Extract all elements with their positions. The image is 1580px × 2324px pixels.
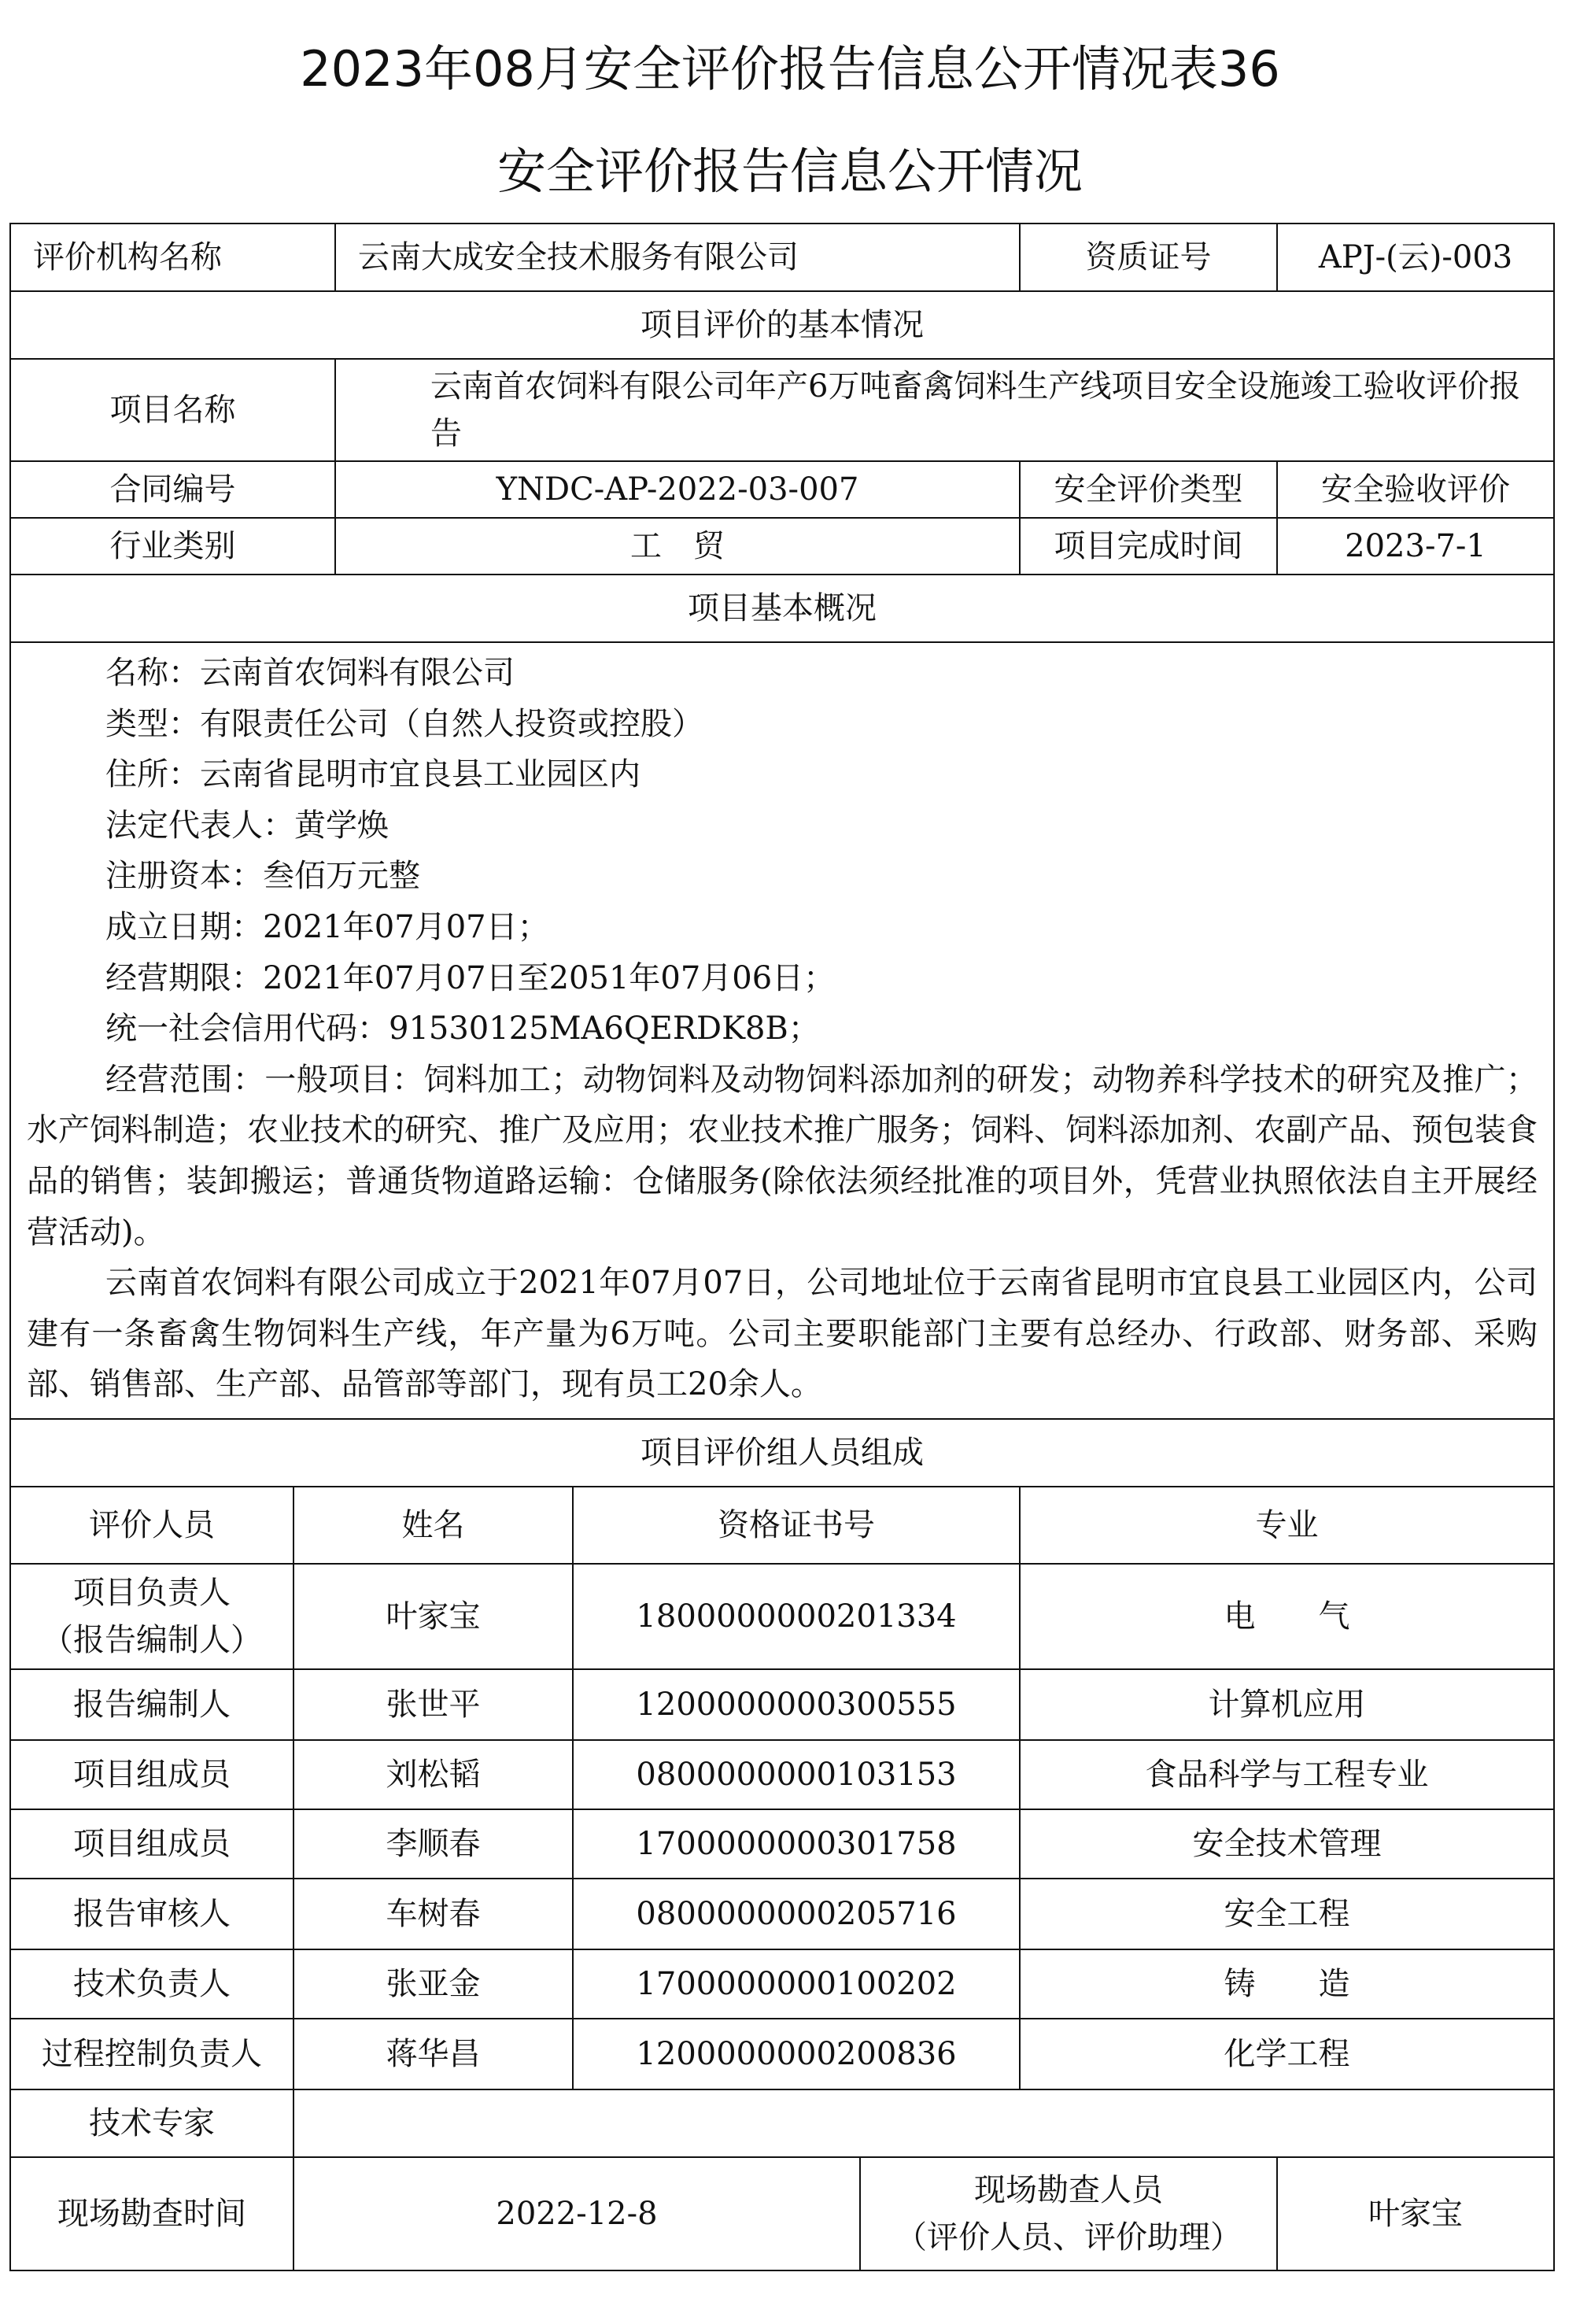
team-role-line: （报告编制人） <box>42 1621 262 1658</box>
team-name: 车树春 <box>293 1879 573 1949</box>
survey-time-label: 现场勘查时间 <box>10 2157 293 2270</box>
overview-body <box>10 642 1554 1419</box>
page-title: 2023年08月安全评价报告信息公开情况表36 <box>300 40 1280 98</box>
overview-section-title: 项目基本概况 <box>10 575 1554 642</box>
team-role-line: 项目负责人 <box>73 1574 231 1611</box>
team-header-row <box>10 1487 1554 1564</box>
overview-line: 成立日期：2021年07月07日； <box>105 908 549 945</box>
team-cert: 1200000000200836 <box>573 2019 1020 2089</box>
team-header-cert: 资格证书号 <box>573 1487 1020 1564</box>
table-row <box>10 1669 1554 1740</box>
project-name-text: 云南首农饲料有限公司年产6万吨畜禽饲料生产线项目安全设施竣工验收评价报告 <box>430 368 1521 452</box>
team-header-role: 评价人员 <box>10 1487 293 1564</box>
team-cert: 1800000000201334 <box>573 1564 1020 1669</box>
team-major: 安全工程 <box>1020 1879 1554 1949</box>
team-header-major: 专业 <box>1020 1487 1554 1564</box>
survey-staff-label-line: 现场勘查人员 <box>974 2171 1164 2208</box>
team-cert: 1200000000300555 <box>573 1669 1020 1740</box>
team-cert: 1700000000100202 <box>573 1949 1020 2019</box>
info-table <box>9 223 1555 2271</box>
team-role: 报告审核人 <box>10 1879 293 1949</box>
survey-staff-value: 叶家宝 <box>1277 2157 1554 2270</box>
team-major: 食品科学与工程专业 <box>1020 1740 1554 1809</box>
team-role: 项目组成员 <box>10 1740 293 1809</box>
team-role: 过程控制负责人 <box>10 2019 293 2089</box>
basic-section-title: 项目评价的基本情况 <box>10 291 1554 359</box>
table-row <box>10 1564 1554 1669</box>
expert-row <box>10 2089 1554 2157</box>
overview-line: 注册资本：叁佰万元整 <box>105 858 420 895</box>
team-role: 报告编制人 <box>10 1669 293 1740</box>
contract-value: YNDC-AP-2022-03-007 <box>335 461 1020 518</box>
team-name: 叶家宝 <box>293 1564 573 1669</box>
contract-label: 合同编号 <box>10 461 335 518</box>
industry-row <box>10 518 1554 575</box>
cert-label: 资质证号 <box>1020 224 1277 291</box>
team-name: 蒋华昌 <box>293 2019 573 2089</box>
eval-type-value: 安全验收评价 <box>1277 461 1554 518</box>
survey-staff-label-line: （评价人员、评价助理） <box>895 2219 1242 2256</box>
org-name-label: 评价机构名称 <box>10 224 335 291</box>
table-row <box>10 2019 1554 2089</box>
team-role: 项目组成员 <box>10 1809 293 1879</box>
overview-line: 名称：云南首农饲料有限公司 <box>105 655 515 691</box>
team-section-row <box>10 1419 1554 1487</box>
team-role <box>10 1564 293 1669</box>
project-name <box>335 359 1554 461</box>
team-major: 安全技术管理 <box>1020 1809 1554 1879</box>
project-name-label: 项目名称 <box>10 359 335 461</box>
overview-line: 经营期限：2021年07月07日至2051年07月06日； <box>105 959 836 996</box>
team-cert: 0800000000103153 <box>573 1740 1020 1809</box>
project-row <box>10 359 1554 461</box>
overview-line: 统一社会信用代码：91530125MA6QERDK8B； <box>105 1011 820 1047</box>
survey-row <box>10 2157 1554 2270</box>
overview-line: 经营范围：一般项目：饲料加工；动物饲料及动物饲料添加剂的研发；动物养科学技术的研究及推广；水产饲料制造；农业技术的研究、推广及应用；农业技术推广服务；饲料、饲料添加剂、农副产品、预包装食品的销售；装卸搬运；普通货物道路运输：仓储服务(除依法须经批准的项目外，凭营业执照依法自主开展经营活动)。 <box>27 1061 1538 1251</box>
table-row <box>10 1949 1554 2019</box>
page-subtitle: 安全评价报告信息公开情况 <box>497 142 1083 200</box>
overview-line: 类型：有限责任公司（自然人投资或控股） <box>105 705 703 742</box>
eval-type-label: 安全评价类型 <box>1020 461 1277 518</box>
team-major: 计算机应用 <box>1020 1669 1554 1740</box>
survey-time-value: 2022-12-8 <box>293 2157 860 2270</box>
basic-section-row <box>10 291 1554 359</box>
industry-value: 工 贸 <box>335 518 1020 575</box>
team-cert: 0800000000205716 <box>573 1879 1020 1949</box>
overview-row <box>10 642 1554 1419</box>
finish-label: 项目完成时间 <box>1020 518 1277 575</box>
cert-value: APJ-(云)-003 <box>1277 224 1554 291</box>
team-section-title: 项目评价组人员组成 <box>10 1419 1554 1487</box>
team-major: 化学工程 <box>1020 2019 1554 2089</box>
expert-label: 技术专家 <box>10 2089 293 2157</box>
team-name: 张亚金 <box>293 1949 573 2019</box>
overview-line: 法定代表人：黄学焕 <box>105 807 389 844</box>
contract-row <box>10 461 1554 518</box>
survey-staff-label <box>860 2157 1277 2270</box>
overview-line: 云南首农饲料有限公司成立于2021年07月07日，公司地址位于云南省昆明市宜良县工业园区内，公司建有一条畜禽生物饲料生产线，年产量为6万吨。公司主要职能部门主要有总经办、行政部、财务部、采购部、销售部、生产部、品管部等部门，现有员工20余人。 <box>27 1265 1538 1403</box>
table-row <box>10 1740 1554 1809</box>
team-header-name: 姓名 <box>293 1487 573 1564</box>
team-name: 刘松韬 <box>293 1740 573 1809</box>
table-row <box>10 1809 1554 1879</box>
industry-label: 行业类别 <box>10 518 335 575</box>
team-cert: 1700000000301758 <box>573 1809 1020 1879</box>
team-major: 电 气 <box>1020 1564 1554 1669</box>
team-major: 铸 造 <box>1020 1949 1554 2019</box>
team-name: 李顺春 <box>293 1809 573 1879</box>
overview-section-row <box>10 575 1554 642</box>
overview-line: 住所：云南省昆明市宜良县工业园区内 <box>105 756 640 793</box>
finish-value: 2023-7-1 <box>1277 518 1554 575</box>
team-name: 张世平 <box>293 1669 573 1740</box>
expert-value <box>293 2089 1554 2157</box>
team-role: 技术负责人 <box>10 1949 293 2019</box>
org-name: 云南大成安全技术服务有限公司 <box>335 224 1020 291</box>
org-row <box>10 224 1554 291</box>
table-row <box>10 1879 1554 1949</box>
